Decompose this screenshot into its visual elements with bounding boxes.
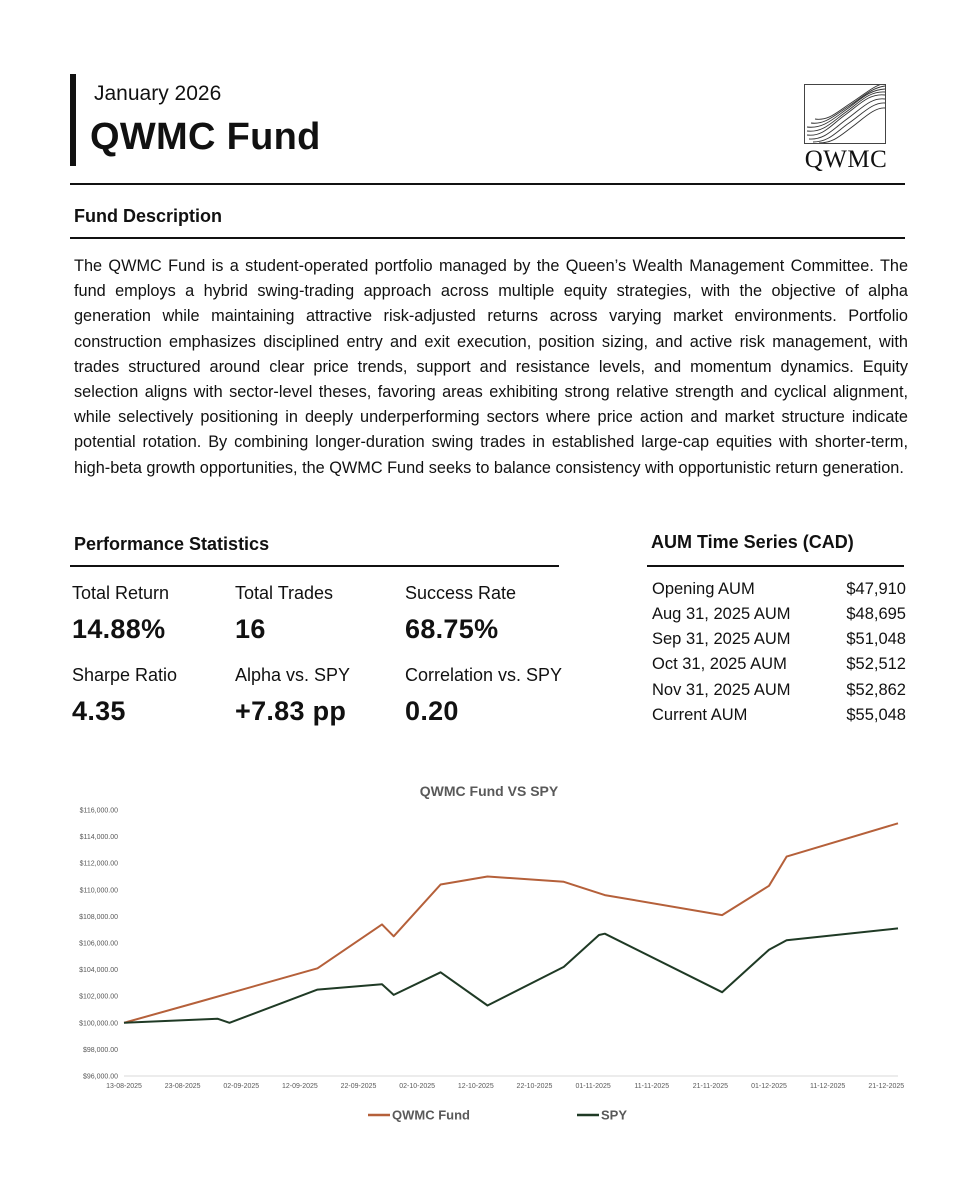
y-tick-label: $108,000.00 <box>79 913 118 921</box>
y-tick-label: $114,000.00 <box>79 834 118 842</box>
performance-heading: Performance Statistics <box>74 534 270 554</box>
series-line-spy <box>124 928 898 1022</box>
stat-label-alpha: Alpha vs. SPY <box>235 665 351 685</box>
aum-row <box>652 655 906 680</box>
aum-row-label: Aug 31, 2025 AUM <box>652 605 791 623</box>
fund-description-text: The QWMC Fund is a student-operated portfolio managed by the Queen’s Wealth Management Committee. The fund employs a hybrid swing-trading approach across multiple equity strategies, with the objective of alpha generation while maintaining attractive risk-adjusted returns across varying market environments. Portfolio construction emphasizes disciplined entry and exit execution, position sizing, and active risk management, with trades structured around clear price trends, support and resistance levels, and momentum dynamics. Equity selection aligns with sector-level theses, favoring areas exhibiting strong relative strength and cyclical alignment, while selectively positioning in deeply underperforming sectors where price action and market structure indicate potential rotation. By combining longer-duration swing trades in established large-cap equities with shorter-term, high-beta growth opportunities, the QWMC Fund seeks to balance consistency with opportunistic return generation. <box>74 257 908 477</box>
aum-row-value: $47,910 <box>846 580 906 598</box>
y-tick-label: $96,000.00 <box>82 1073 118 1081</box>
stat-value-success-rate: 68.75% <box>405 614 499 644</box>
aum-row-label: Sep 31, 2025 AUM <box>652 630 791 648</box>
aum-row-label: Nov 31, 2025 AUM <box>652 681 791 699</box>
chart-svg <box>60 770 920 1150</box>
page-title: QWMC Fund <box>90 116 321 158</box>
y-tick-label: $116,000.00 <box>79 807 118 815</box>
header-divider <box>70 183 905 185</box>
stat-label-sharpe-ratio: Sharpe Ratio <box>72 665 178 685</box>
stat-label-total-trades: Total Trades <box>235 583 334 603</box>
x-tick-label: 11-12-2025 <box>809 1083 846 1090</box>
aum-row-label: Oct 31, 2025 AUM <box>652 655 787 673</box>
stat-value-alpha: +7.83 pp <box>235 696 347 726</box>
x-tick-label: 22-09-2025 <box>340 1083 377 1090</box>
header-accent-bar <box>70 74 76 166</box>
aum-divider <box>647 565 904 567</box>
x-tick-label: 12-09-2025 <box>282 1083 318 1090</box>
y-tick-label: $102,000.00 <box>79 993 118 1001</box>
y-tick-label: $110,000.00 <box>79 887 118 895</box>
fund-description-divider <box>70 237 905 239</box>
x-tick-label: 02-09-2025 <box>223 1083 260 1090</box>
stat-value-correlation: 0.20 <box>405 696 459 726</box>
x-tick-label: 11-11-2025 <box>634 1083 670 1090</box>
x-tick-label: 01-12-2025 <box>751 1083 787 1090</box>
fund-vs-spy-chart <box>60 770 920 1150</box>
aum-row-value: $48,695 <box>846 605 906 623</box>
y-tick-label: $100,000.00 <box>79 1020 118 1028</box>
stat-label-success-rate: Success Rate <box>405 583 517 603</box>
stat-value-sharpe-ratio: 4.35 <box>72 696 126 726</box>
logo-wave-graphic <box>804 84 886 144</box>
x-tick-label: 21-11-2025 <box>692 1083 729 1090</box>
y-tick-label: $104,000.00 <box>79 967 118 975</box>
aum-row-value: $55,048 <box>846 706 906 724</box>
legend-label: SPY <box>601 1107 628 1123</box>
aum-row-value: $52,512 <box>846 655 906 673</box>
aum-row-label: Opening AUM <box>652 580 755 598</box>
qwmc-logo <box>804 84 886 174</box>
x-tick-label: 01-11-2025 <box>575 1083 611 1090</box>
performance-divider <box>70 565 559 567</box>
x-tick-label: 21-12-2025 <box>868 1083 905 1090</box>
x-tick-label: 13-08-2025 <box>106 1083 142 1090</box>
x-tick-label: 12-10-2025 <box>457 1083 494 1090</box>
aum-row <box>652 706 906 731</box>
chart-title: QWMC Fund VS SPY <box>419 783 559 799</box>
aum-row-value: $51,048 <box>846 630 906 648</box>
legend-label: QWMC Fund <box>392 1107 470 1123</box>
stat-value-total-trades: 16 <box>235 614 266 644</box>
y-tick-label: $112,000.00 <box>79 860 118 868</box>
x-tick-label: 02-10-2025 <box>399 1083 436 1090</box>
stat-label-correlation: Correlation vs. SPY <box>405 665 563 685</box>
aum-row <box>652 580 906 605</box>
aum-row-value: $52,862 <box>846 681 906 699</box>
aum-row <box>652 605 906 630</box>
aum-heading: AUM Time Series (CAD) <box>651 532 854 552</box>
x-tick-label: 23-08-2025 <box>164 1083 201 1090</box>
stat-label-total-return: Total Return <box>72 583 170 603</box>
aum-row <box>652 630 906 655</box>
logo-wordmark: QWMC <box>804 146 888 173</box>
stat-value-total-return: 14.88% <box>72 614 166 644</box>
aum-row <box>652 681 906 706</box>
report-date: January 2026 <box>94 82 222 105</box>
y-tick-label: $106,000.00 <box>79 940 118 948</box>
x-tick-label: 22-10-2025 <box>516 1083 553 1090</box>
fund-description-heading: Fund Description <box>74 206 222 226</box>
y-tick-label: $98,000.00 <box>82 1046 118 1054</box>
aum-row-label: Current AUM <box>652 706 748 724</box>
